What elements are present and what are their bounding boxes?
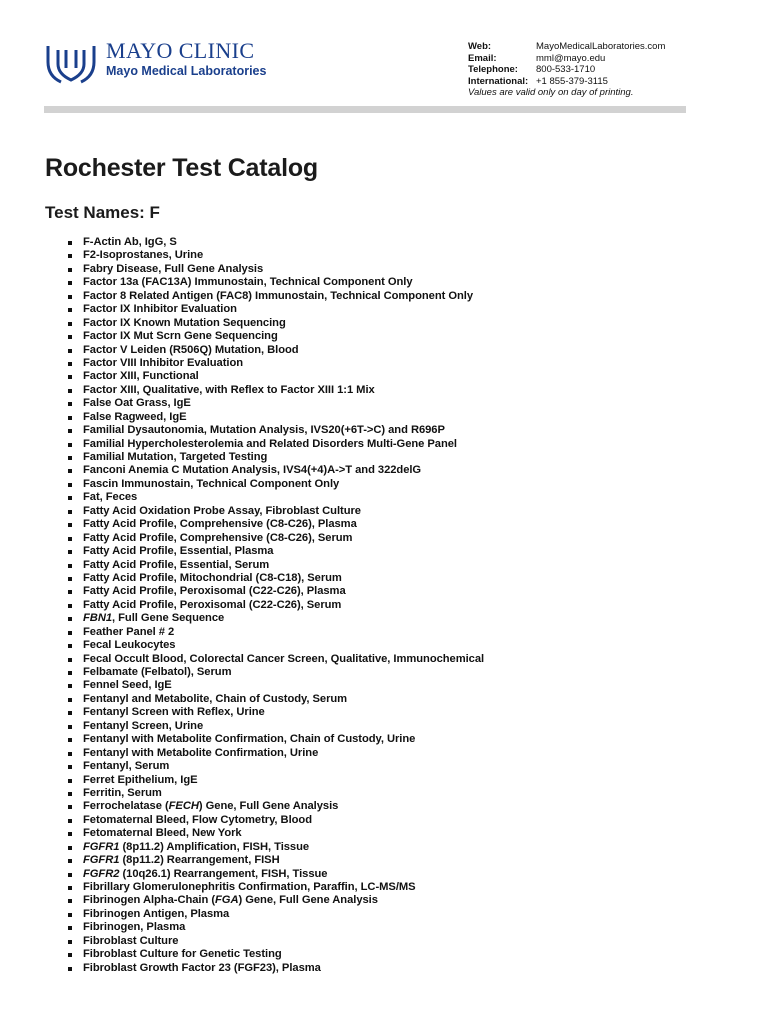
list-item[interactable] [66,572,484,585]
bullet-icon [68,349,72,353]
test-name-text: Ferret Epithelium, IgE [83,773,198,786]
bullet-icon [68,254,72,258]
test-name-text: Fatty Acid Profile, Essential, Serum [83,558,270,571]
test-name-text: Fibrillary Glomerulonephritis Confirmation, Paraffin, LC-MS/MS [83,881,416,893]
bullet-icon [68,241,72,245]
test-name-text: Factor V Leiden (R506Q) Mutation, Blood [83,343,299,356]
bullet-icon [68,658,72,662]
test-name-text: F2-Isoprostanes, Urine [83,249,204,262]
list-item[interactable] [66,249,484,262]
bullet-icon [68,590,72,594]
bullet-icon [68,899,72,903]
bullet-icon [68,295,72,299]
contact-value: mml@mayo.edu [536,52,606,64]
test-name-text: Fibrinogen, Plasma [83,921,186,934]
test-name-text: Ferritin, Serum [83,786,162,799]
test-name-text: Factor IX Known Mutation Sequencing [83,316,286,329]
list-item[interactable] [66,411,484,424]
test-name-text: Fennel Seed, IgE [83,679,172,692]
bullet-icon [68,926,72,930]
contact-row-telephone [468,64,665,76]
mayo-clinic-logo [44,40,266,84]
test-name-text: Factor VIII Inhibitor Evaluation [83,356,244,369]
list-item[interactable] [66,787,484,800]
list-item[interactable] [66,760,484,773]
test-name-text: Fanconi Anemia C Mutation Analysis, IVS4(+4)A->T and 322delG [83,464,422,477]
bullet-icon [68,698,72,702]
list-item[interactable] [66,397,484,410]
test-name-text: (8p11.2) Amplification, FISH, Tissue [119,840,310,853]
bullet-icon [68,577,72,581]
list-item[interactable] [66,612,484,625]
test-name-text: Familial Dysautonomia, Mutation Analysis, IVS20(+6T->C) and R696P [83,424,445,437]
bullet-icon [68,335,72,339]
bullet-icon [68,805,72,809]
list-item[interactable] [66,263,484,276]
contact-row-international [468,76,665,88]
test-name-text: (10q26.1) Rearrangement, FISH, Tissue [119,867,328,880]
contact-key: Web: [468,41,492,52]
page-header [44,38,686,104]
test-name-list [66,236,484,975]
page-title: Rochester Test Catalog [45,154,318,182]
bullet-icon [68,819,72,823]
list-item[interactable] [66,384,484,397]
test-name-text: Fatty Acid Profile, Mitochondrial (C8-C18), Serum [83,571,342,584]
gene-symbol: FGA [215,894,239,907]
bullet-icon [68,322,72,326]
contact-key: Email: [468,52,497,64]
bullet-icon [68,752,72,756]
list-item[interactable] [66,370,484,383]
bullet-icon [68,362,72,366]
test-name-text: Fetomaternal Bleed, New York [83,827,242,840]
list-item[interactable] [66,276,484,289]
header-divider [44,106,686,113]
bullet-icon [68,523,72,527]
bullet-icon [68,429,72,433]
list-item[interactable] [66,491,484,504]
list-item[interactable] [66,518,484,531]
test-name-text: Fibroblast Culture [83,934,179,947]
list-item[interactable] [66,841,484,854]
test-name-text: Fatty Acid Profile, Peroxisomal (C22-C26), Plasma [83,585,346,598]
test-name-text: ) Gene, Full Gene Analysis [198,800,339,813]
bullet-icon [68,416,72,420]
list-item[interactable] [66,317,484,330]
test-name-text: Fascin Immunostain, Technical Component Only [83,477,340,490]
list-item[interactable] [66,236,484,249]
list-item[interactable] [66,559,484,572]
bullet-icon [68,913,72,917]
list-item[interactable] [66,330,484,343]
bullet-icon [68,711,72,715]
list-item[interactable] [66,599,484,612]
list-item[interactable] [66,774,484,787]
list-item[interactable] [66,451,484,464]
bullet-icon [68,644,72,648]
list-item[interactable] [66,827,484,840]
test-name-text: Fentanyl and Metabolite, Chain of Custody, Serum [83,692,348,705]
bullet-icon [68,483,72,487]
bullet-icon [68,308,72,312]
list-item[interactable] [66,935,484,948]
bullet-icon [68,967,72,971]
test-name-text: Fentanyl, Serum [83,760,170,773]
contact-value: 800-533-1710 [536,64,596,76]
bullet-icon [68,631,72,635]
list-item[interactable] [66,800,484,813]
test-name-text: Feather Panel # 2 [83,625,175,638]
gene-symbol: FBN1 [83,612,113,625]
bullet-icon [68,456,72,460]
list-item[interactable] [66,438,484,451]
bullet-icon [68,779,72,783]
test-name-text: (8p11.2) Rearrangement, FISH [119,854,280,867]
test-name-text: Fibrinogen Antigen, Plasma [83,907,230,920]
list-item[interactable] [66,357,484,370]
test-name-text: Fibroblast Growth Factor 23 (FGF23), Plasma [83,961,321,974]
list-item[interactable] [66,814,484,827]
test-name-text: Fentanyl Screen, Urine [83,719,204,732]
list-item[interactable] [66,733,484,746]
test-name-text: Fibroblast Culture for Genetic Testing [83,948,282,961]
bullet-icon [68,564,72,568]
bullet-icon [68,375,72,379]
test-name-text: Fatty Acid Oxidation Probe Assay, Fibroblast Culture [83,504,361,517]
list-item[interactable] [66,545,484,558]
list-item[interactable] [66,881,484,894]
test-name-text: Fentanyl with Metabolite Confirmation, Chain of Custody, Urine [83,733,416,746]
bullet-icon [68,684,72,688]
bullet-icon [68,537,72,541]
gene-symbol: FGFR2 [83,867,120,880]
test-name-text: Factor XIII, Functional [83,370,199,383]
list-item[interactable] [66,747,484,760]
list-item[interactable] [66,868,484,881]
list-item[interactable] [66,505,484,518]
gene-symbol: FGFR1 [83,840,120,853]
bullet-icon [68,550,72,554]
bullet-icon [68,846,72,850]
bullet-icon [68,469,72,473]
test-name-text: Fatty Acid Profile, Essential, Plasma [83,545,274,558]
list-item[interactable] [66,706,484,719]
list-item[interactable] [66,639,484,652]
list-item[interactable] [66,962,484,975]
contact-row-email [468,53,665,65]
contact-key: Telephone: [468,64,518,76]
logo-subtitle: Mayo Medical Laboratories [106,64,267,78]
bullet-icon [68,281,72,285]
bullet-icon [68,832,72,836]
list-item[interactable] [66,720,484,733]
test-name-text: F-Actin Ab, IgG, S [83,236,177,248]
list-item[interactable] [66,854,484,867]
list-item[interactable] [66,290,484,303]
list-item[interactable] [66,532,484,545]
contact-key: International: [468,75,529,87]
list-item[interactable] [66,921,484,934]
bullet-icon [68,496,72,500]
list-item[interactable] [66,894,484,907]
bullet-icon [68,604,72,608]
test-name-text: Fat, Feces [83,491,138,504]
bullet-icon [68,738,72,742]
bullet-icon [68,671,72,675]
bullet-icon [68,402,72,406]
list-item[interactable] [66,478,484,491]
list-item[interactable] [66,585,484,598]
test-name-text: Familial Hypercholesterolemia and Related Disorders Multi-Gene Panel [83,437,457,450]
bullet-icon [68,725,72,729]
test-name-text: Fecal Leukocytes [83,639,176,652]
gene-symbol: FECH [168,800,199,813]
test-name-text: Factor IX Inhibitor Evaluation [83,303,237,316]
test-name-text: Fatty Acid Profile, Comprehensive (C8-C26), Serum [83,531,353,544]
test-name-text: Fentanyl with Metabolite Confirmation, Urine [83,746,319,759]
list-item[interactable] [66,626,484,639]
test-name-text: Fetomaternal Bleed, Flow Cytometry, Blood [83,813,312,826]
list-item[interactable] [66,464,484,477]
bullet-icon [68,617,72,621]
test-name-text: Factor 8 Related Antigen (FAC8) Immunostain, Technical Component Only [83,289,474,302]
bullet-icon [68,953,72,957]
contact-value: +1 855-379-3115 [536,75,608,87]
validity-note: Values are valid only on day of printing. [468,87,634,99]
test-name-text: ) Gene, Full Gene Analysis [238,894,378,907]
test-name-text: Fatty Acid Profile, Peroxisomal (C22-C26), Serum [83,598,342,611]
contact-value: MayoMedicalLaboratories.com [536,41,666,52]
bullet-icon [68,886,72,890]
section-heading: Test Names: F [45,203,160,222]
bullet-icon [68,443,72,447]
list-item[interactable] [66,693,484,706]
list-item[interactable] [66,344,484,357]
list-item[interactable] [66,948,484,961]
list-item[interactable] [66,303,484,316]
bullet-icon [68,792,72,796]
logo-name: MAYO CLINIC [106,38,255,63]
test-name-text: Factor 13a (FAC13A) Immunostain, Technical Component Only [83,276,413,289]
mayo-shield-icon [44,40,98,84]
bullet-icon [68,940,72,944]
list-item[interactable] [66,424,484,437]
bullet-icon [68,389,72,393]
test-name-text: False Oat Grass, IgE [83,397,191,410]
list-item[interactable] [66,653,484,666]
bullet-icon [68,859,72,863]
contact-row-web [468,41,665,53]
test-name-text: Factor IX Mut Scrn Gene Sequencing [83,330,278,343]
test-name-text: Fecal Occult Blood, Colorectal Cancer Screen, Qualitative, Immunochemical [83,652,485,665]
test-name-text: Fabry Disease, Full Gene Analysis [83,262,264,275]
bullet-icon [68,765,72,769]
test-name-text: Fatty Acid Profile, Comprehensive (C8-C26), Plasma [83,518,357,531]
bullet-icon [68,268,72,272]
list-item[interactable] [66,679,484,692]
bullet-icon [68,510,72,514]
test-name-text: Fibrinogen Alpha-Chain ( [83,894,216,907]
test-name-text: Factor XIII, Qualitative, with Reflex to Factor XIII 1:1 Mix [83,383,375,396]
test-name-text: Felbamate (Felbatol), Serum [83,666,232,678]
test-name-text: Ferrochelatase ( [83,800,169,813]
list-item[interactable] [66,908,484,921]
bullet-icon [68,873,72,877]
gene-symbol: FGFR1 [83,854,120,867]
test-name-text: False Ragweed, IgE [83,410,187,423]
test-name-text: , Full Gene Sequence [112,612,225,625]
contact-block [468,41,665,99]
test-name-text: Fentanyl Screen with Reflex, Urine [83,706,265,719]
list-item[interactable] [66,666,484,679]
test-name-text: Familial Mutation, Targeted Testing [83,451,268,463]
